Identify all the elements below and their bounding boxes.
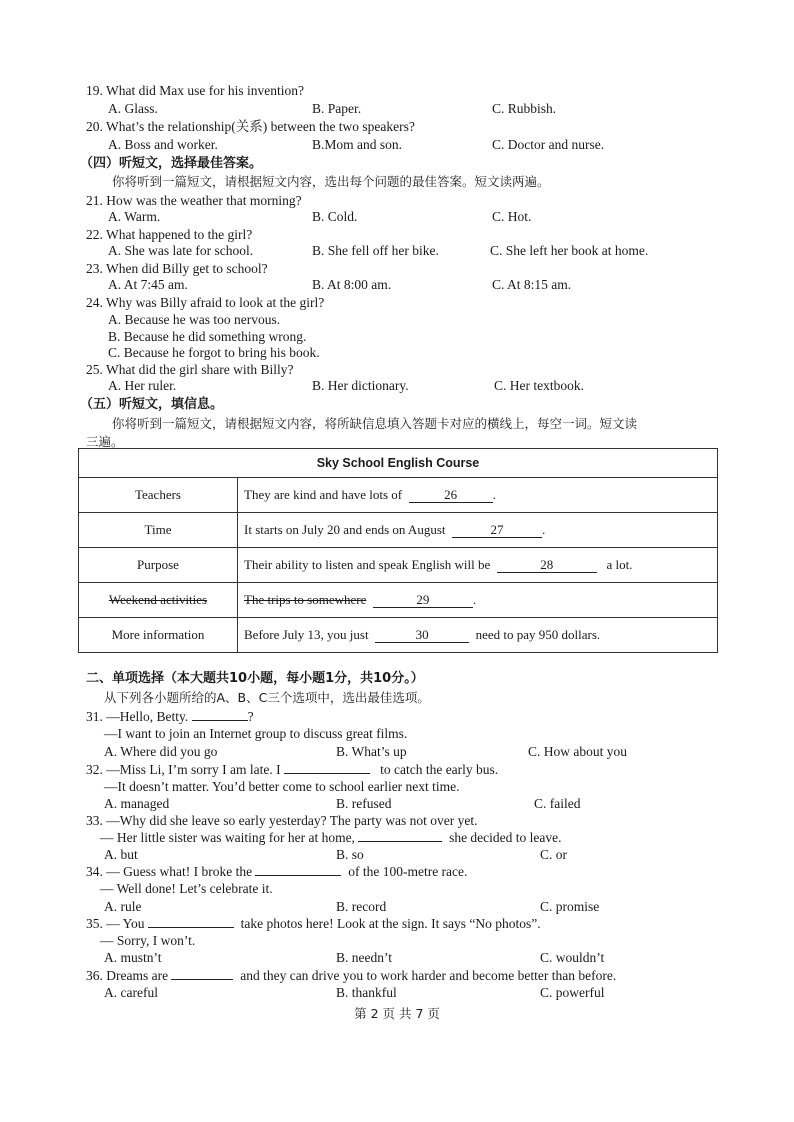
- row-key-purpose: Purpose: [79, 548, 238, 583]
- answer-blank[interactable]: [255, 875, 341, 876]
- course-info-table: [78, 448, 718, 653]
- question-text: 35. — You: [86, 916, 145, 931]
- q19-option-a: A. Glass.: [108, 101, 158, 116]
- q32-option-c: C. failed: [534, 796, 581, 811]
- page-footer: 第 2 页 共 7 页: [354, 1006, 440, 1021]
- part-5-instructions-cont: 三遍。: [86, 434, 124, 449]
- q33-option-b: B. so: [336, 847, 364, 862]
- q19-option-b: B. Paper.: [312, 101, 362, 116]
- q20-option-a: A. Boss and worker.: [108, 137, 218, 152]
- question-33: 33. —Why did she leave so early yesterday? The party was not over yet.: [86, 813, 478, 828]
- row-text-end: a lot.: [606, 557, 633, 572]
- q23-option-a: A. At 7:45 am.: [108, 277, 188, 292]
- part-5-instructions: 你将听到一篇短文，请根据短文内容，将所缺信息填入答题卡对应的横线上，每空一词。短文读: [112, 416, 638, 431]
- q22-option-c: C. She left her book at home.: [490, 243, 649, 258]
- q36-option-c: C. powerful: [540, 985, 605, 1000]
- row-key-teachers: Teachers: [79, 478, 238, 513]
- question-25: 25. What did the girl share with Billy?: [86, 362, 294, 377]
- row-value: [238, 478, 718, 513]
- q34-option-c: C. promise: [540, 899, 600, 914]
- q34-reply: — Well done! Let’s celebrate it.: [100, 881, 273, 896]
- question-text-end: take photos here! Look at the sign. It says “No photos”.: [240, 916, 541, 931]
- q33-option-a: A. but: [104, 847, 138, 862]
- q23-option-b: B. At 8:00 am.: [312, 277, 392, 292]
- q22-option-b: B. She fell off her bike.: [312, 243, 439, 258]
- question-36: [86, 968, 616, 984]
- answer-blank-28[interactable]: 28: [497, 558, 597, 573]
- q32-option-a: A. managed: [104, 796, 170, 811]
- q25-option-b: B. Her dictionary.: [312, 378, 409, 393]
- answer-blank[interactable]: [171, 979, 233, 980]
- row-value: [238, 583, 718, 618]
- answer-blank-30[interactable]: 30: [375, 628, 469, 643]
- answer-blank[interactable]: [358, 841, 442, 842]
- q31-reply: —I want to join an Internet group to discuss great films.: [104, 726, 408, 741]
- part-4-instructions: 你将听到一篇短文，请根据短文内容，选出每个问题的最佳答案。短文读两遍。: [112, 174, 550, 189]
- q25-option-a: A. Her ruler.: [108, 378, 177, 393]
- answer-blank-27[interactable]: 27: [452, 523, 542, 538]
- question-20: 20. What’s the relationship(关系) between the two speakers?: [86, 119, 415, 134]
- q23-option-c: C. At 8:15 am.: [492, 277, 572, 292]
- q31-option-c: C. How about you: [528, 744, 627, 759]
- answer-blank-29[interactable]: 29: [373, 593, 473, 608]
- part-5-title: （五）听短文，填信息。: [80, 397, 224, 412]
- q24-option-a: A. Because he was too nervous.: [108, 312, 281, 327]
- row-text-end: .: [542, 522, 546, 537]
- question-text: 36. Dreams are: [86, 968, 169, 983]
- q35-option-b: B. needn’t: [336, 950, 392, 965]
- q25-option-c: C. Her textbook.: [494, 378, 584, 393]
- q21-option-c: C. Hot.: [492, 209, 532, 224]
- q21-option-b: B. Cold.: [312, 209, 358, 224]
- question-text-end: she decided to leave.: [449, 830, 562, 845]
- q31-option-a: A. Where did you go: [104, 744, 218, 759]
- q21-option-a: A. Warm.: [108, 209, 161, 224]
- q35-reply: — Sorry, I won’t.: [100, 933, 196, 948]
- answer-blank[interactable]: [192, 720, 248, 721]
- question-text: — Her little sister was waiting for her at home,: [100, 830, 355, 845]
- question-32: [86, 762, 498, 778]
- q33-option-c: C. or: [540, 847, 567, 862]
- q32-option-b: B. refused: [336, 796, 392, 811]
- row-text-end: need to pay 950 dollars.: [475, 627, 601, 642]
- table-title: Sky School English Course: [79, 449, 718, 478]
- row-text: It starts on July 20 and ends on August: [244, 522, 446, 537]
- question-text-end: ?: [247, 709, 254, 724]
- q20-option-c: C. Doctor and nurse.: [492, 137, 605, 152]
- row-text-end: .: [492, 487, 496, 502]
- q34-option-b: B. record: [336, 899, 387, 914]
- row-text: The trips to somewhere: [244, 592, 367, 607]
- table-row: [79, 618, 718, 653]
- q19-option-c: C. Rubbish.: [492, 101, 557, 116]
- row-text: Before July 13, you just: [244, 627, 369, 642]
- q20-option-b: B.Mom and son.: [312, 137, 403, 152]
- question-31: [86, 709, 254, 725]
- question-34: [86, 864, 467, 880]
- question-19: 19. What did Max use for his invention?: [86, 83, 304, 98]
- q34-option-a: A. rule: [104, 899, 142, 914]
- row-text: They are kind and have lots of: [244, 487, 403, 502]
- q32-reply: —It doesn’t matter. You’d better come to school earlier next time.: [104, 779, 460, 794]
- question-text-end: of the 100-metre race.: [348, 864, 468, 879]
- q36-option-a: A. careful: [104, 985, 158, 1000]
- question-text-end: to catch the early bus.: [380, 762, 499, 777]
- table-row: [79, 583, 718, 618]
- question-24: 24. Why was Billy afraid to look at the girl?: [86, 295, 325, 310]
- q24-option-c: C. Because he forgot to bring his book.: [108, 345, 320, 360]
- question-23: 23. When did Billy get to school?: [86, 261, 268, 276]
- table-row: [79, 548, 718, 583]
- q36-option-b: B. thankful: [336, 985, 397, 1000]
- q33-reply: [100, 830, 562, 846]
- row-key-weekend-activities: Weekend activities: [79, 583, 238, 618]
- table-row: [79, 513, 718, 548]
- question-text: 34. — Guess what! I broke the: [86, 864, 253, 879]
- row-value: [238, 548, 718, 583]
- section-2-title: 二、单项选择（本大题共10小题，每小题1分，共10分。）: [86, 671, 424, 686]
- q24-option-b: B. Because he did something wrong.: [108, 329, 307, 344]
- row-text: Their ability to listen and speak English will be: [244, 557, 491, 572]
- q35-option-c: C. wouldn’t: [540, 950, 605, 965]
- q35-option-a: A. mustn’t: [104, 950, 162, 965]
- q31-option-b: B. What’s up: [336, 744, 407, 759]
- question-text: 31. —Hello, Betty.: [86, 709, 189, 724]
- q22-option-a: A. She was late for school.: [108, 243, 254, 258]
- row-value: [238, 513, 718, 548]
- question-text: 32. —Miss Li, I’m sorry I am late. I: [86, 762, 281, 777]
- answer-blank[interactable]: [284, 773, 370, 774]
- table-row: [79, 478, 718, 513]
- row-key-time: Time: [79, 513, 238, 548]
- answer-blank-26[interactable]: 26: [409, 488, 493, 503]
- row-text-end: .: [472, 592, 477, 607]
- question-text-end: and they can drive you to work harder and become better than before.: [240, 968, 617, 983]
- question-21: 21. How was the weather that morning?: [86, 193, 302, 208]
- row-value: [238, 618, 718, 653]
- question-22: 22. What happened to the girl?: [86, 227, 253, 242]
- section-2-instructions: 从下列各小题所给的A、B、C三个选项中，选出最佳选项。: [104, 690, 430, 705]
- part-4-title: （四）听短文，选择最佳答案。: [80, 156, 263, 171]
- question-35: [86, 916, 541, 932]
- answer-blank[interactable]: [148, 927, 234, 928]
- row-key-more-information: More information: [79, 618, 238, 653]
